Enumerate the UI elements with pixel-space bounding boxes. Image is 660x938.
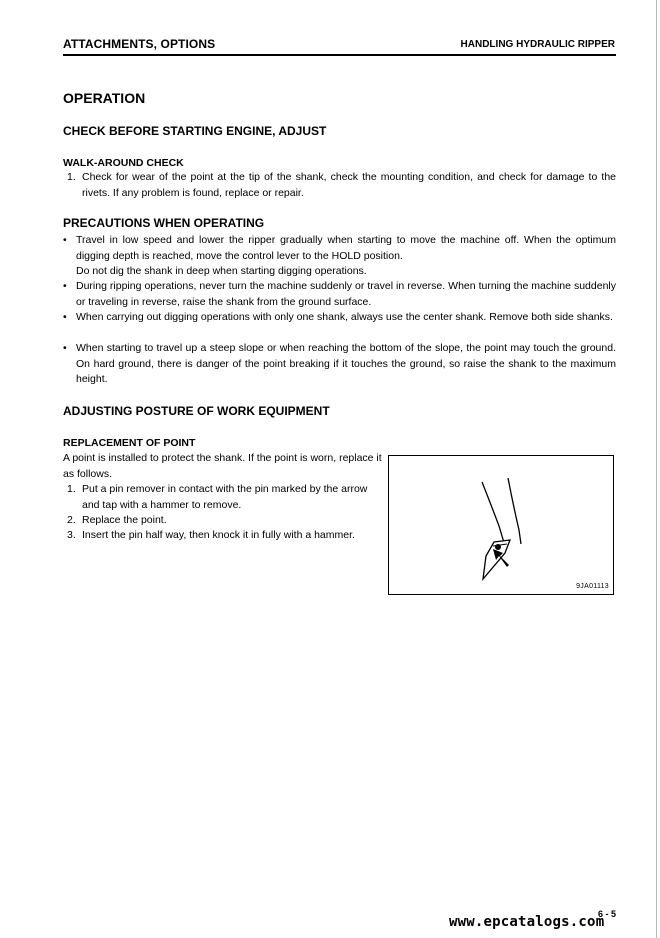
bullet: • [63,234,67,246]
page-number: 6 - 5 [598,909,617,919]
replacement-step-3 [67,528,384,544]
step-number: 2. [67,514,76,526]
item-text: When carrying out digging operations with only one shank, always use the center shank. Remove both side shanks. [76,311,613,323]
bullet: • [63,311,67,323]
figure-code: 9JA01113 [576,583,609,590]
precaution-item-1 [63,233,616,280]
precautions-heading: PRECAUTIONS WHEN OPERATING [63,216,265,230]
precaution-item-2 [63,279,616,310]
precaution-item-4 [63,341,616,388]
bullet: • [63,342,67,354]
header-chapter-title: ATTACHMENTS, OPTIONS [63,37,216,51]
bullet: • [63,280,67,292]
item-text: Check for wear of the point at the tip of the shank, check the mounting condition, and check for damage to the rivets. If any problem is found, replace or repair. [82,171,616,199]
section-title: OPERATION [63,90,146,106]
step-number: 3. [67,529,76,541]
ripper-shank-drawing [389,456,613,594]
step-text: Insert the pin half way, then knock it in fully with a hammer. [82,529,355,541]
replacement-heading: REPLACEMENT OF POINT [63,437,196,449]
ripper-point-figure [388,455,614,595]
item-note: Do not dig the shank in deep when starting digging operations. [76,265,367,277]
step-text: Put a pin remover in contact with the pin marked by the arrow and tap with a hammer to remove. [82,483,368,511]
item-text: Travel in low speed and lower the ripper gradually when starting to move the machine off. When the optimum digging depth is reached, move the control lever to the HOLD position. [76,234,616,262]
header-section-title: HANDLING HYDRAULIC RIPPER [460,39,615,50]
item-text: During ripping operations, never turn the machine suddenly or travel in reverse. When turning the machine suddenly or traveling in reverse, raise the shank from the ground surface. [76,280,616,308]
check-heading: CHECK BEFORE STARTING ENGINE, ADJUST [63,124,327,138]
precaution-item-3 [63,310,616,326]
replacement-step-2 [67,513,384,529]
header-rule [63,54,616,56]
replacement-intro: A point is installed to protect the shank. If the point is worn, replace it as follows. [63,452,382,480]
watermark-url: www.epcatalogs.com [449,914,605,930]
item-text: When starting to travel up a steep slope or when reaching the bottom of the slope, the point may touch the ground. On hard ground, there is danger of the point breaking if it touches the ground, so raise the shank to the maximum height. [76,342,616,385]
page-edge-line [656,0,657,938]
walkaround-item-1 [67,170,616,201]
adjusting-heading: ADJUSTING POSTURE OF WORK EQUIPMENT [63,404,330,418]
walkaround-heading: WALK-AROUND CHECK [63,157,184,169]
step-text: Replace the point. [82,514,167,526]
step-number: 1. [67,483,76,495]
replacement-step-1 [67,482,384,513]
item-number: 1. [67,171,76,183]
